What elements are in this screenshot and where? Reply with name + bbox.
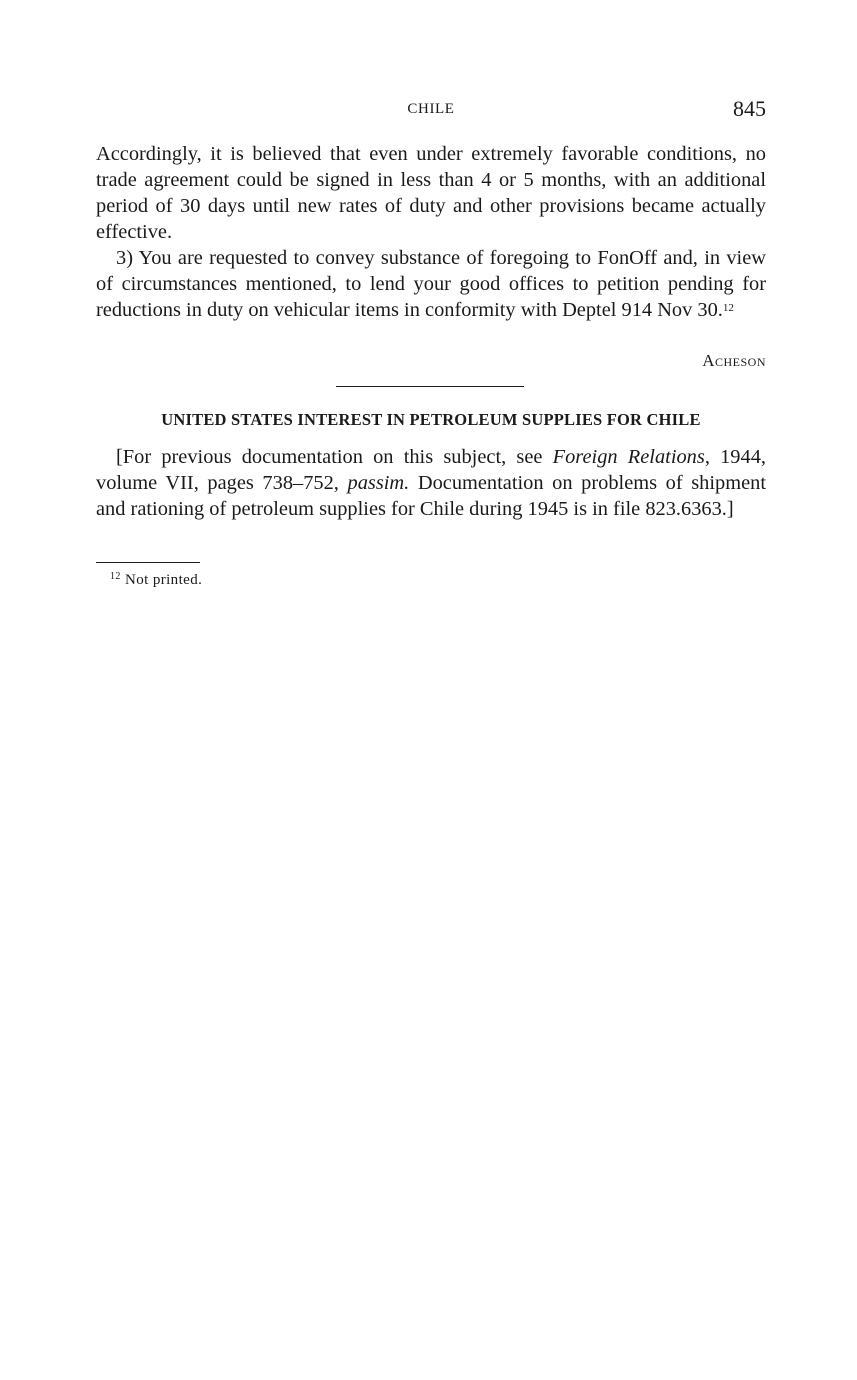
- page-number: 845: [733, 96, 766, 121]
- editorial-note: [96, 444, 766, 522]
- editorial-note-part-3: Documentation on problems of shipment and rationing of petroleum supplies for Chile during 1945 is in file 823.6363.]: [96, 472, 766, 520]
- editorial-note-italic-1: Foreign Relations: [552, 446, 705, 468]
- footnote-number: 12: [110, 571, 121, 582]
- editorial-note-part-1: [For previous documentation on this subject, see: [116, 446, 553, 468]
- footnote-divider: [96, 562, 200, 563]
- editorial-note-italic-2: passim.: [347, 472, 410, 494]
- section-divider: [336, 386, 524, 387]
- paragraph-1: Accordingly, it is believed that even under extremely favorable conditions, no trade agreement could be signed in less than 4 or 5 months, with an additional period of 30 days until new rates of duty and other provisions became actually effective.: [96, 143, 766, 243]
- footnote: [110, 572, 202, 589]
- running-title: CHILE: [407, 101, 455, 117]
- body-text: [96, 141, 766, 323]
- running-head: [96, 96, 766, 126]
- paragraph-2: [96, 245, 766, 323]
- signature: Acheson: [702, 351, 766, 370]
- footnote-text: Not printed.: [124, 572, 203, 588]
- paragraph-2-text: 3) You are requested to convey substance of foregoing to FonOff and, in view of circumstances mentioned, to lend your good offices to petition pending for reductions in duty on vehicular items in conformity with Deptel 914 Nov 30.: [96, 247, 766, 321]
- footnote-reference: 12: [722, 302, 734, 314]
- editorial-note-part-2: , 1944, volume VII, pages 738–752,: [96, 446, 766, 494]
- section-heading: UNITED STATES INTEREST IN PETROLEUM SUPPLIES FOR CHILE: [161, 410, 701, 429]
